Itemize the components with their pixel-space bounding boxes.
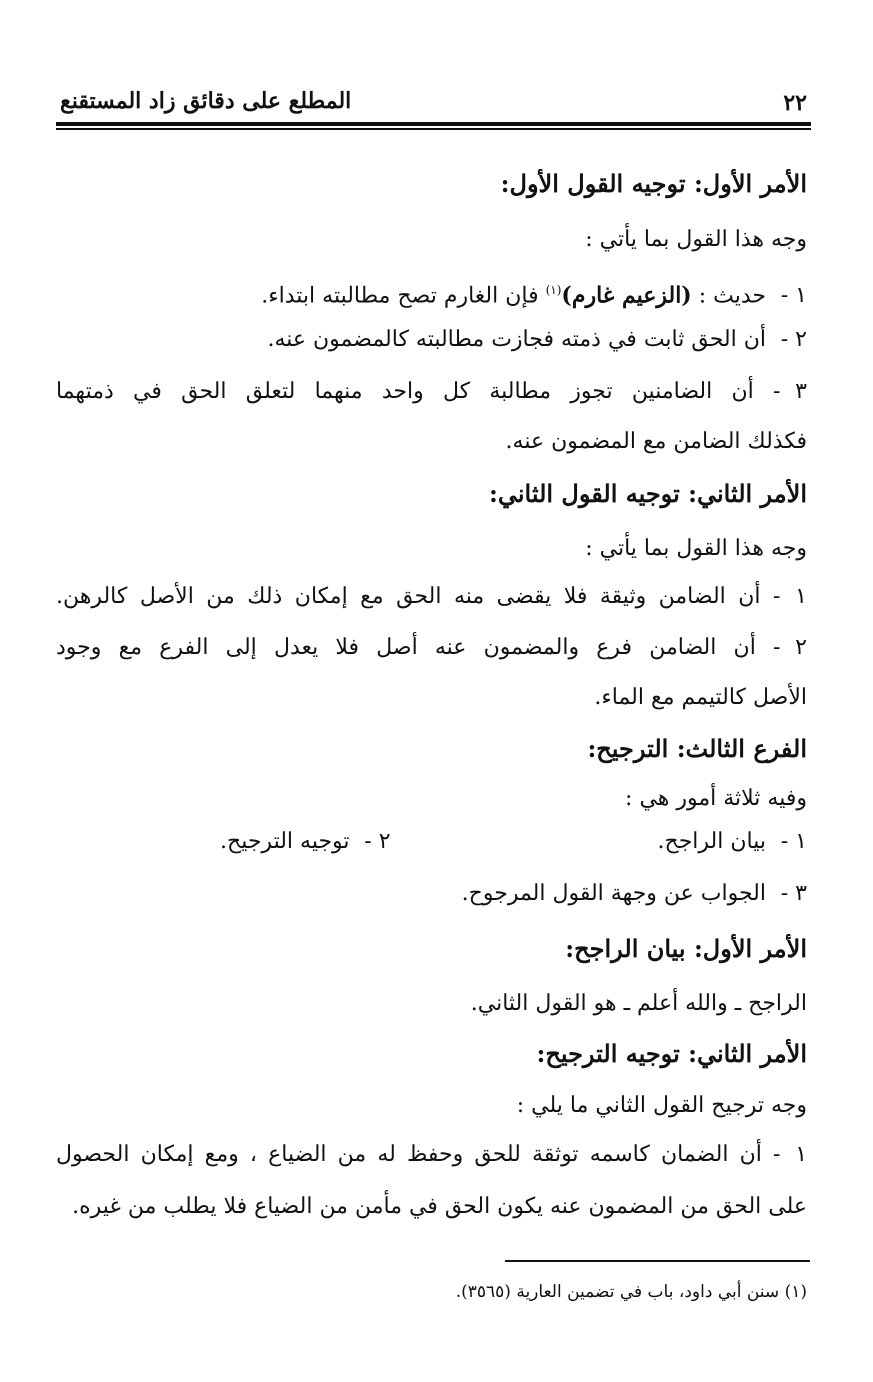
- section-heading: الأمر الأول: توجيه القول الأول:: [500, 169, 807, 198]
- item-number: ٢ -: [364, 829, 391, 854]
- paragraph-intro: وجه ترجيح القول الثاني ما يلي :: [516, 1093, 807, 1118]
- item-number: ٢ -: [780, 327, 807, 352]
- footnote-ref: (١): [545, 283, 562, 297]
- item-number: ٢ -: [773, 635, 807, 660]
- item-text: توجيه الترجيح.: [220, 829, 350, 854]
- item-number: ١ -: [773, 584, 807, 609]
- paragraph-intro: وفيه ثلاثة أمور هي :: [625, 786, 807, 811]
- item-number: ١ -: [773, 1142, 808, 1167]
- item-text: الجواب عن وجهة القول المرجوح.: [461, 881, 766, 906]
- item-number: ١ -: [780, 829, 807, 854]
- item-text: حديث :: [698, 283, 766, 309]
- item-text: بيان الراجح.: [657, 829, 766, 854]
- list-item: [220, 828, 391, 856]
- item-number: ١ -: [780, 283, 807, 309]
- paragraph-intro: وجه هذا القول بما يأتي :: [585, 227, 807, 252]
- item-text: فإن الغارم تصح مطالبته ابتداء.: [261, 283, 539, 309]
- header-rule-thick: [56, 122, 811, 126]
- footnote: (١) سنن أبي داود، باب في تضمين العارية (٣٥٦٥).: [455, 1282, 807, 1302]
- section-heading: الأمر الثاني: توجيه القول الثاني:: [488, 479, 807, 508]
- footnote-separator: [505, 1260, 810, 1262]
- list-item: [56, 378, 807, 406]
- list-item: [56, 828, 807, 856]
- list-item: [56, 276, 807, 310]
- hadith-quote: (الزعيم غارم): [561, 282, 692, 309]
- item-text: أن الضامنين تجوز مطالبة كل واحد منهما لتعلق الحق في ذمتهما: [56, 379, 754, 404]
- item-continuation: الأصل كالتيمم مع الماء.: [594, 685, 807, 710]
- section-heading: الفرع الثالث: الترجيح:: [587, 734, 807, 763]
- paragraph-intro: وجه هذا القول بما يأتي :: [585, 536, 807, 561]
- paragraph: الراجح ـ والله أعلم ـ هو القول الثاني.: [470, 991, 807, 1016]
- item-number: ٣ -: [780, 881, 807, 906]
- section-heading: الأمر الأول: بيان الراجح:: [565, 934, 807, 963]
- item-text: أن الحق ثابت في ذمته فجازت مطالبته كالمضمون عنه.: [267, 327, 766, 352]
- list-item: [56, 634, 807, 662]
- item-text: أن الضامن فرع والمضمون عنه أصل فلا يعدل إلى الفرع مع وجود: [56, 635, 756, 660]
- header-rule-thin: [56, 128, 811, 130]
- page-number: ٢٢: [783, 90, 807, 116]
- list-item: [56, 880, 807, 908]
- list-item: [56, 583, 807, 611]
- running-header-title: المطلع على دقائق زاد المستقنع: [60, 88, 352, 114]
- item-number: ٣ -: [773, 379, 807, 404]
- item-text: أن الضامن وثيقة فلا يقضى منه الحق مع إمكان ذلك من الأصل كالرهن.: [56, 584, 761, 609]
- item-text: أن الضمان كاسمه توثقة للحق وحفظ له من الضياع ، ومع إمكان الحصول: [56, 1142, 762, 1167]
- list-item: [56, 1141, 807, 1169]
- item-continuation: على الحق من المضمون عنه يكون الحق في مأمن من الضياع فلا يطلب من غيره.: [72, 1194, 807, 1219]
- item-continuation: فكذلك الضامن مع المضمون عنه.: [505, 429, 807, 454]
- section-heading: الأمر الثاني: توجيه الترجيح:: [536, 1039, 807, 1068]
- list-item: [56, 326, 807, 354]
